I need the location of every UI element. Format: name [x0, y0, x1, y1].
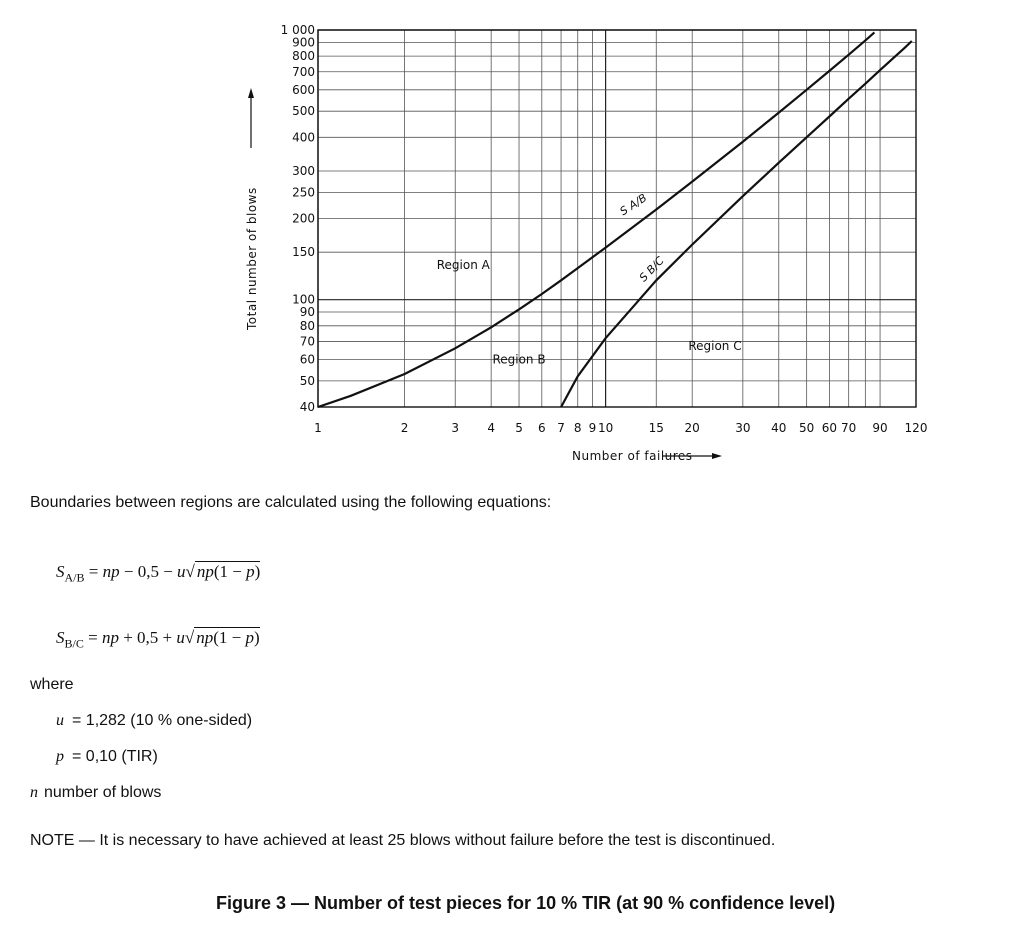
n-symbol: n [30, 784, 38, 801]
x-tick-label: 30 [735, 421, 751, 435]
chart-grid [318, 30, 916, 407]
region-label: Region B [492, 352, 546, 367]
u-definition-text: = 1,282 (10 % one-sided) [72, 712, 253, 729]
y-tick-label: 200 [292, 211, 315, 226]
y-tick-label: 300 [292, 164, 315, 179]
equation-sab: $S_{A/B}$ = np − 0,5 − u√ np(1 − p) [56, 562, 261, 585]
figure-caption: Figure 3 — Number of test pieces for 10 % TIR (at 90 % confidence level) [216, 893, 836, 913]
x-tick-label: 1 [314, 421, 322, 435]
region-label: Region C [688, 339, 742, 354]
y-tick-label: 150 [292, 245, 315, 260]
chart-tick-labels [281, 23, 928, 435]
p-definition-text: = 0,10 (TIR) [72, 748, 158, 765]
x-axis-arrowhead [712, 453, 722, 459]
x-tick-label: 40 [771, 421, 787, 435]
chart-curves [318, 32, 912, 407]
x-tick-label: 9 [588, 421, 597, 435]
y-tick-label: 600 [292, 82, 315, 97]
y-tick-label: 70 [299, 334, 315, 349]
x-tick-label: 6 [537, 421, 546, 435]
x-tick-label: 4 [487, 421, 495, 435]
intro-text: Boundaries between regions are calculated using the following equations: [30, 494, 552, 511]
y-axis-label: Total number of blows [245, 187, 259, 330]
y-tick-label: 1 000 [280, 23, 315, 37]
x-tick-label: 7 [557, 421, 565, 435]
x-tick-label: 15 [648, 421, 664, 435]
equation-sbc: $S_{B/C}$ = np + 0,5 + u√ np(1 − p) [56, 628, 260, 651]
n-definition [30, 784, 161, 802]
u-definition [56, 712, 252, 730]
x-tick-label: 20 [684, 421, 700, 435]
x-tick-label: 50 [799, 421, 815, 435]
x-tick-label: 70 [841, 421, 857, 435]
n-definition-text: number of blows [44, 784, 162, 801]
curve-label-s-ab: S A/B [617, 191, 650, 219]
x-axis-label: Number of failures [572, 449, 693, 463]
x-tick-label: 3 [451, 421, 460, 435]
y-axis-arrowhead [248, 88, 254, 98]
x-tick-label: 2 [400, 421, 409, 435]
p-symbol: p [56, 748, 64, 765]
y-tick-label: 400 [292, 130, 315, 145]
curve-label-s-bc: S B/C [636, 254, 667, 285]
y-tick-label: 100 [292, 292, 315, 307]
y-tick-label: 60 [299, 352, 315, 367]
y-tick-label: 500 [292, 104, 315, 119]
x-tick-label: 5 [515, 421, 523, 435]
note-text: NOTE — It is necessary to have achieved at least 25 blows without failure before the test is discontinued. [30, 832, 776, 849]
y-tick-label: 90 [299, 305, 315, 320]
y-tick-label: 800 [292, 49, 315, 64]
x-tick-label: 8 [573, 421, 582, 435]
p-definition [56, 748, 158, 766]
y-tick-label: 700 [292, 64, 315, 79]
y-tick-label: 50 [299, 373, 315, 388]
region-label: Region A [436, 257, 490, 272]
where-label: where [30, 676, 74, 693]
x-tick-label: 60 [821, 421, 838, 435]
y-tick-label: 900 [292, 35, 315, 50]
x-tick-label: 120 [904, 421, 928, 435]
u-symbol: u [56, 712, 64, 729]
y-tick-label: 40 [299, 400, 315, 414]
x-tick-label: 90 [872, 421, 888, 435]
x-tick-label: 10 [597, 421, 614, 435]
y-tick-label: 250 [292, 185, 315, 200]
y-tick-label: 80 [299, 318, 315, 333]
